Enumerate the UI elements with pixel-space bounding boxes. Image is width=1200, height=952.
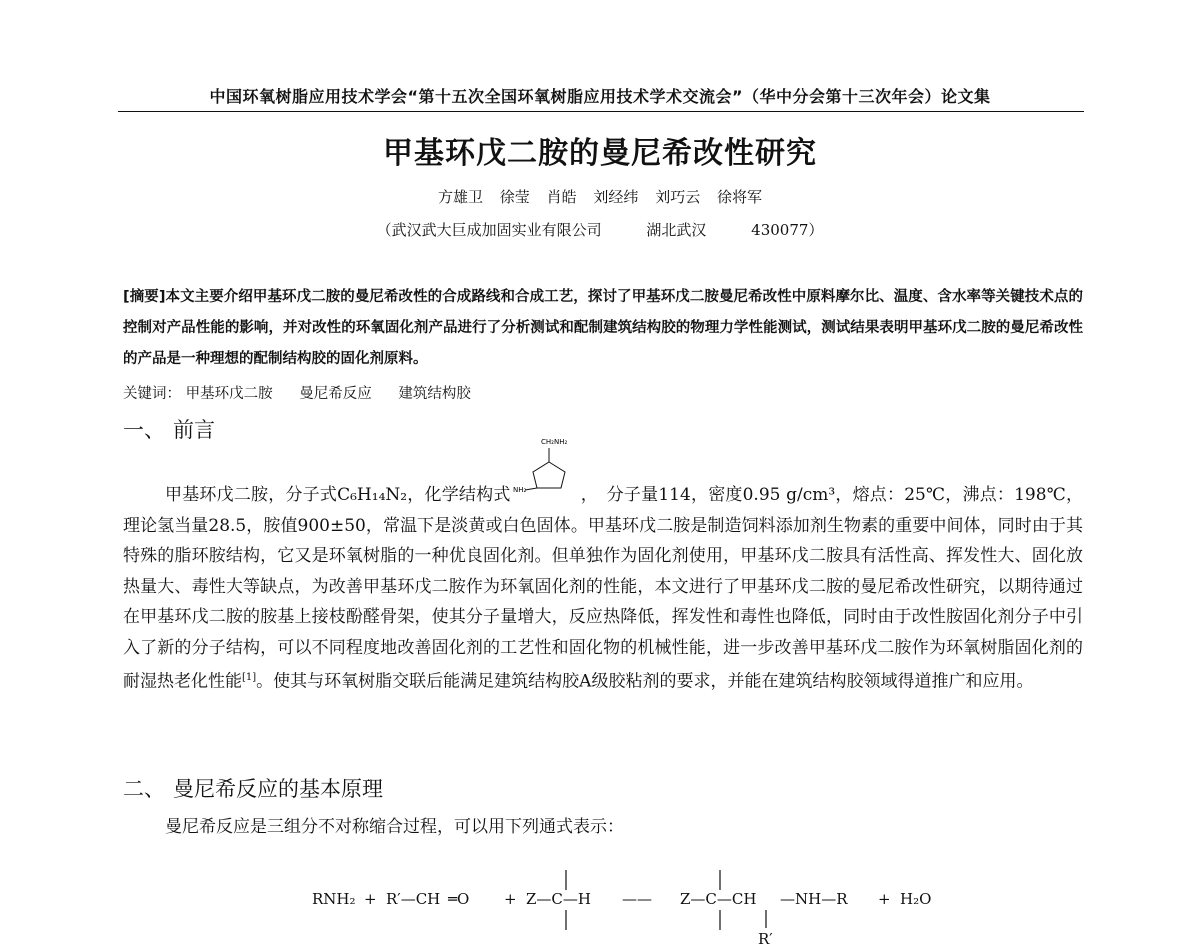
eq-arrow: —— xyxy=(622,890,652,908)
keyword: 甲基环戊二胺 xyxy=(185,386,273,402)
keywords xyxy=(123,382,493,403)
section-title: 前言 xyxy=(173,418,215,442)
eq-term: —NH—R xyxy=(780,890,848,908)
affiliation-postcode: 430077） xyxy=(751,221,824,239)
eq-term: RNH₂ xyxy=(312,890,356,908)
intro-paragraph xyxy=(123,438,1084,697)
section-number: 二、 xyxy=(123,777,165,801)
structure-left-label: NH₂ xyxy=(512,486,526,494)
eq-term: Z—C—CH xyxy=(680,890,757,908)
keyword: 曼尼希反应 xyxy=(299,386,372,402)
author: 刘经纬 xyxy=(593,188,639,206)
author: 徐将军 xyxy=(716,188,762,206)
author: 刘巧云 xyxy=(655,188,701,206)
author: 肖皓 xyxy=(546,188,577,206)
keywords-label: 关键词： xyxy=(123,386,181,402)
section-number: 一、 xyxy=(123,418,165,442)
eq-plus: + xyxy=(364,890,377,908)
author: 徐莹 xyxy=(499,188,530,206)
abstract-text: 本文主要介绍甲基环戊二胺的曼尼希改性的合成路线和合成工艺，探讨了甲基环戊二胺曼尼希改性中原料摩尔比、温度、含水率等关键技术点的控制对产品性能的影响，并对改性的环氧固化剂产品进行了分析测试和配制建筑结构胶的物理力学性能测试，测试结果表明甲基环戊二胺的曼尼希改性的产品是一种理想的配制结构胶的固化剂原料。 xyxy=(123,289,1083,367)
eq-plus: + xyxy=(504,890,517,908)
eq-plus: + xyxy=(878,890,891,908)
paper-title: 甲基环戊二胺的曼尼希改性研究 xyxy=(383,136,817,171)
abstract-label: [摘要] xyxy=(123,289,166,305)
author-list xyxy=(0,186,1200,207)
affiliation xyxy=(0,219,1200,240)
abstract xyxy=(123,282,1083,375)
structure-drawing xyxy=(511,436,591,506)
structure-top-label: CH₂NH₂ xyxy=(540,438,567,446)
mannich-equation xyxy=(300,862,960,946)
mannich-intro-text: 曼尼希反应是三组分不对称缩合过程，可以用下列通式表示： xyxy=(165,817,624,837)
citation: [1] xyxy=(242,672,257,683)
affiliation-org: （武汉武大巨成加固实业有限公司 xyxy=(376,221,602,239)
eq-term: ═O xyxy=(448,890,470,908)
eq-term: R′—CH xyxy=(386,890,441,908)
chemical-structure xyxy=(511,438,581,504)
intro-text-end: 。使其与环氧树脂交联后能满足建筑结构胶A级胶粘剂的要求，并能在建筑结构胶领域得道推广和应用。 xyxy=(256,671,1034,692)
conference-header: 中国环氧树脂应用技术学会“第十五次全国环氧树脂应用技术学术交流会”（华中分会第十三次年会）论文集 xyxy=(209,87,991,106)
section-title: 曼尼希反应的基本原理 xyxy=(173,777,383,801)
intro-text-rest: ， 分子量114，密度0.95 g/cm³，熔点：25℃，沸点：198℃，理论氢当量28.5，胺值900±50，常温下是淡黄或白色固体。甲基环戊二胺是制造饲料添加剂生物素的重要中间体，同时由于其特殊的脂环胺结构，它又是环氧树脂的一种优良固化剂。但单独作为固化剂使用，甲基环戊二胺具有活性高、挥发性大、固化放热量大、毒性大等缺点，为改善甲基环戊二胺作为环氧固化剂的性能，本文进行了甲基环戊二胺的曼尼希改性研究，以期待通过在甲基环戊二胺的胺基上接枝酚醛骨架，使其分子量增大，反应热降低，挥发性和毒性也降低，同时由于改性胺固化剂分子中引入了新的分子结构，可以不同程度地改善固化剂的工艺性和固化物的机械性能，进一步改善甲基环戊二胺作为环氧树脂固化剂的耐湿热老化性能 xyxy=(123,485,1084,692)
eq-substituent: R′ xyxy=(758,930,773,946)
keyword: 建筑结构胶 xyxy=(398,386,471,402)
author: 方雄卫 xyxy=(438,188,484,206)
header-rule xyxy=(118,111,1084,112)
section-heading-intro xyxy=(123,414,215,444)
affiliation-place: 湖北武汉 xyxy=(646,221,707,239)
eq-term: H₂O xyxy=(900,890,932,908)
eq-term: Z—C—H xyxy=(526,890,591,908)
intro-text-start: 甲基环戊二胺，分子式C₆H₁₄N₂，化学结构式 xyxy=(165,485,511,505)
section-heading-mannich xyxy=(123,773,383,803)
